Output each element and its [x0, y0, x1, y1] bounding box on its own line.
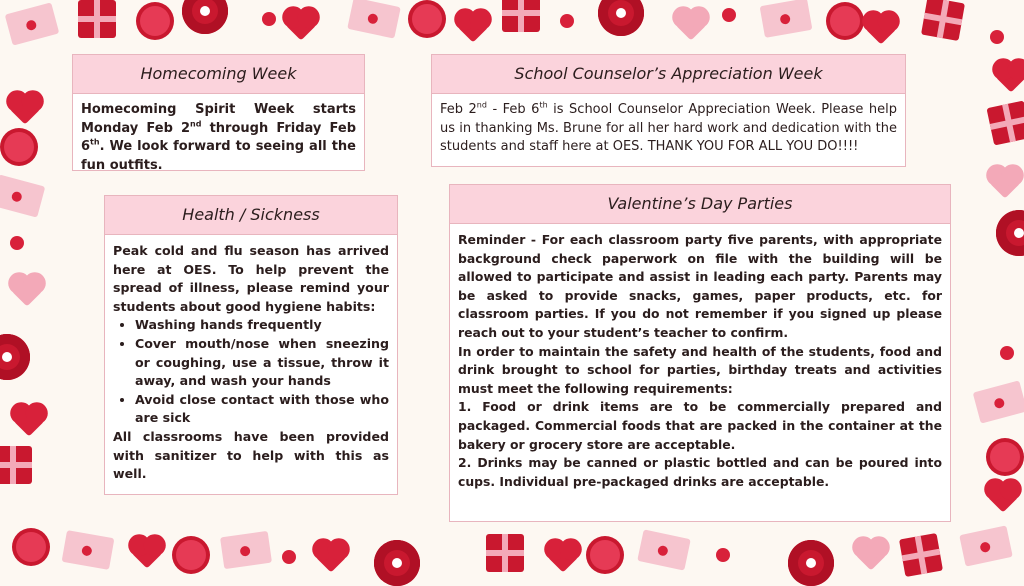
valentine-card	[449, 184, 951, 522]
record-icon	[788, 540, 834, 586]
rose-icon	[16, 532, 46, 562]
record-icon	[182, 0, 228, 34]
envelope-icon	[0, 174, 45, 217]
rose-icon	[140, 6, 170, 36]
valentine-reminder: Reminder - For each classroom party five parents, with appropriate background check paperwork on file with the building will be allowed to participate and assist in leading each party. Parents may be asked to provide snacks, games, paper products, etc. for classroom parties. If you do not remember if you signed up please reach out to your student’s teacher to confirm.	[458, 232, 942, 340]
gift-icon	[78, 0, 116, 38]
heart-icon	[855, 539, 886, 570]
health-outro: All classrooms have been provided with sanitizer to help with this as well.	[113, 428, 389, 482]
gift-icon	[0, 446, 32, 484]
heart-icon	[11, 275, 42, 306]
rose-icon	[990, 442, 1020, 472]
envelope-icon	[220, 531, 272, 569]
heart-icon	[547, 541, 578, 572]
heart-icon	[989, 167, 1020, 198]
counselor-title: School Counselor’s Appreciation Week	[432, 55, 905, 94]
homecoming-body: Homecoming Spirit Week starts Monday Feb 2nd through Friday Feb 6th. We look forward to seeing all the fun outfits.	[81, 102, 356, 173]
envelope-icon	[760, 0, 813, 38]
envelope-icon	[347, 0, 401, 39]
cherry-icon	[1000, 346, 1014, 360]
record-icon	[374, 540, 420, 586]
rose-icon	[4, 132, 34, 162]
valentine-title: Valentine’s Day Parties	[450, 185, 950, 224]
valentine-requirements-intro: In order to maintain the safety and health of the students, food and drink brought to school for parties, birthday treats and activities must meet the following requirements:	[458, 343, 942, 396]
list-item: • Avoid close contact with those who are sick	[135, 391, 389, 428]
homecoming-title: Homecoming Week	[73, 55, 364, 94]
heart-icon	[995, 61, 1024, 92]
cherry-icon	[10, 236, 24, 250]
homecoming-card	[72, 54, 365, 171]
heart-icon	[987, 481, 1018, 512]
rose-icon	[590, 540, 620, 570]
gift-icon	[921, 0, 965, 41]
cherry-icon	[716, 548, 730, 562]
envelope-icon	[5, 2, 60, 45]
heart-icon	[131, 537, 162, 568]
health-list	[113, 316, 389, 428]
cherry-icon	[560, 14, 574, 28]
heart-icon	[315, 541, 346, 572]
envelope-icon	[62, 530, 115, 570]
heart-icon	[675, 9, 706, 40]
valentine-rule-1: 1. Food or drink items are to be commercially prepared and packaged. Commercial foods that are packed in the container at the bakery or grocery store are acceptable.	[458, 399, 942, 452]
envelope-icon	[973, 380, 1024, 423]
heart-icon	[457, 11, 488, 42]
rose-icon	[830, 6, 860, 36]
list-item: • Cover mouth/nose when sneezing or coughing, use a tissue, throw it away, and wash your hands	[135, 335, 389, 391]
health-title: Health / Sickness	[105, 196, 397, 235]
rose-icon	[412, 4, 442, 34]
health-body	[105, 235, 397, 491]
envelope-icon	[959, 525, 1013, 566]
cherry-icon	[262, 12, 276, 26]
record-icon	[0, 334, 30, 380]
list-item: • Washing hands frequently	[135, 316, 389, 335]
gift-icon	[486, 534, 524, 572]
gift-icon	[502, 0, 540, 32]
counselor-body: Feb 2nd - Feb 6th is School Counselor Appreciation Week. Please help us in thanking Ms. Brune for all her hard work and dedication with the students and staff here at OES. THANK YOU FOR ALL YOU DO!!!!	[440, 100, 897, 155]
valentine-body	[450, 224, 950, 498]
cherry-icon	[282, 550, 296, 564]
heart-icon	[285, 9, 316, 40]
cherry-icon	[722, 8, 736, 22]
heart-icon	[13, 405, 44, 436]
counselor-card	[431, 54, 906, 167]
record-icon	[598, 0, 644, 36]
health-card	[104, 195, 398, 495]
rose-icon	[176, 540, 206, 570]
gift-icon	[986, 100, 1024, 145]
heart-icon	[9, 93, 40, 124]
envelope-icon	[637, 529, 691, 570]
gift-icon	[899, 533, 943, 577]
valentine-rule-2: 2. Drinks may be canned or plastic bottled and can be poured into cups. Individual pre-packaged drinks are acceptable.	[458, 455, 942, 489]
health-intro: Peak cold and flu season has arrived here at OES. To help prevent the spread of illness, please remind your students about good hygiene habits:	[113, 243, 389, 314]
cherry-icon	[990, 30, 1004, 44]
record-icon	[996, 210, 1024, 256]
heart-icon	[865, 13, 896, 44]
